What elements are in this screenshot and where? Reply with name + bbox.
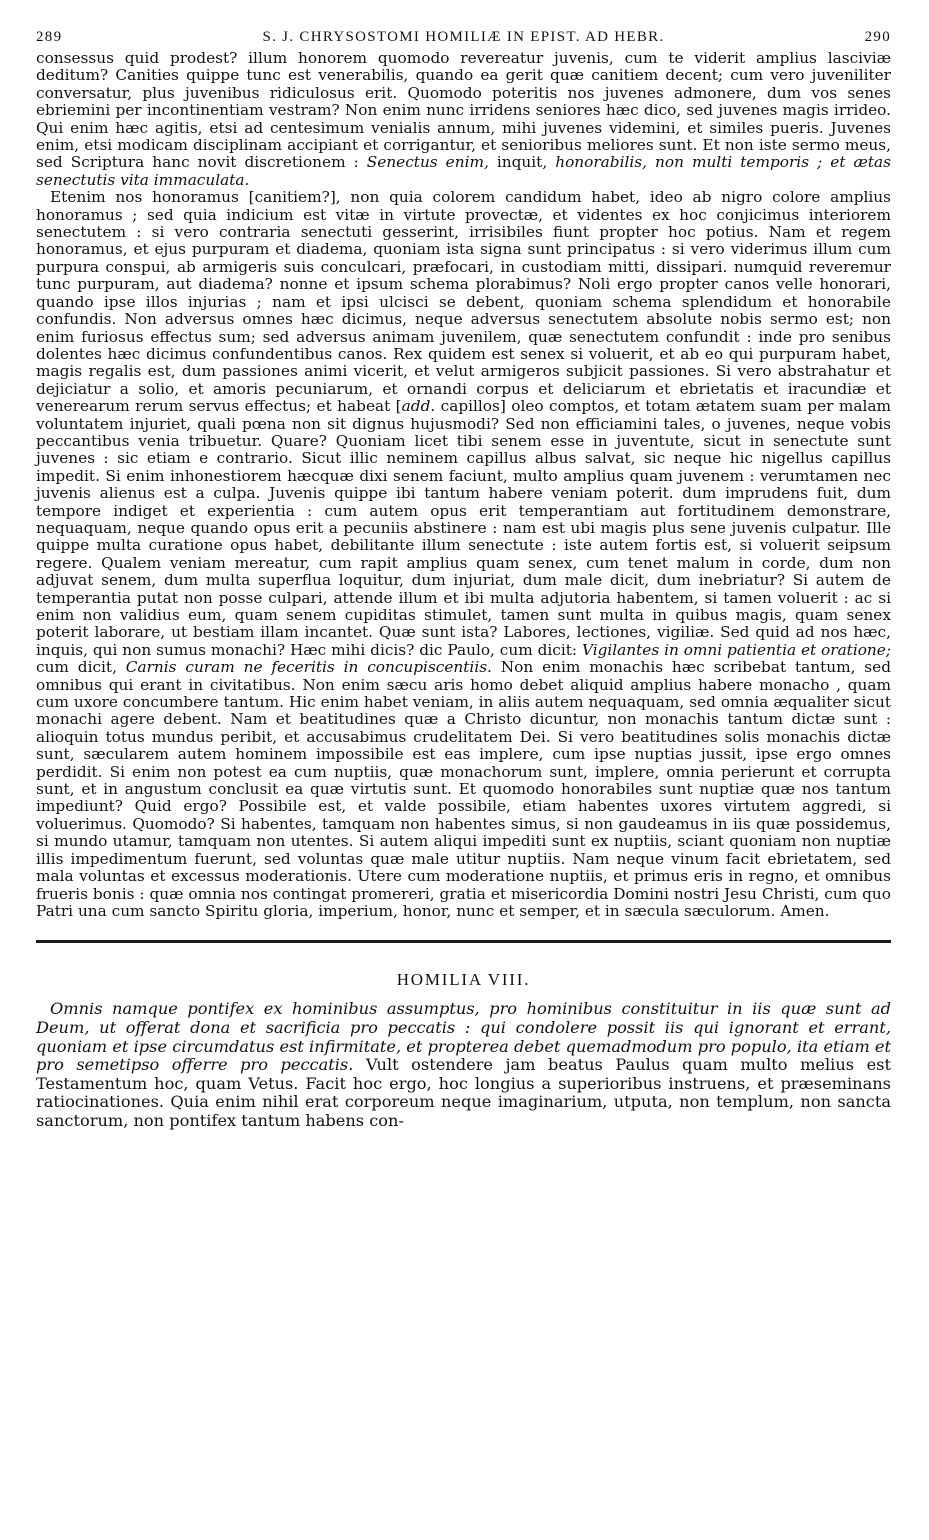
text-run: Non enim monachis hæc scribebat tantum, sed omnibus qui erant in civitatibus. Non enim sæcu aris homo debet aliquid amplius habere monacho , quam cum uxore concumbere tantum. Hic enim habet veniam, in aliis autem nequaquam, sed omnia æqualiter sicut monachi agere debent. Nam et beatitudines quæ a Christo dicuntur, non monachis tantum dictæ sunt : alioquin totus mundus peribit, et accusabimus crudelitatem Dei. Si vero beatitudines solis monachis dictæ sunt, sæcularem autem hominem impossibile est eas implere, cum ipse nuptias jussit, ipse ergo omnes perdidit. Si enim non potest ea cum nuptiis, quæ monachorum sunt, implere, omnia perierunt et corrupta sunt, et in angustum conclusit ea quæ virtutis sunt. Et quomodo honorabiles sunt nuptiæ quæ nos tantum impediunt? Quid ergo? Possibile est, et valde possibile, etiam habentes uxores virtutem aggredi, si voluerimus. Quomodo? Si habentes, tamquam non habentes simus, si non gaudeamus in iis quæ possidemus, si mundo utamur, tamquam non utentes. Si autem aliqui impediti sunt ex nuptiis, sciant quoniam non nuptiæ illis impedimentum fuerunt, sed voluntas quæ male utitur nuptiis. Nam neque vinum facit ebrietatem, sed mala voluntas et excessus moderationis. Utere cum moderatione nuptiis, et primus eris in regno, et omnibus frueris bonis : quæ omnia nos contingat promereri, gratia et misericordia Domini nostri Jesu Christi, cum quo Patri una cum sancto Spiritu gloria, imperium, honor, nunc et semper, et in sæcula sæculorum. Amen. — [36, 658, 891, 920]
section-separator — [36, 936, 891, 960]
text-run: consessus quid prodest? illum honorem quomodo revereatur juvenis, cum te viderit amplius lasciviæ deditum? Canities quippe tunc est venerabilis, quando ea gerit quæ canitiem decent; cum vero juveniliter conversatur, plus juvenibus ridiculosus erit. Quomodo poteritis nos juvenes admonere, dum vos senes ebriemini per incontinentiam vestram? Non enim nunc irridens seniores hæc dico, sed juvenes magis irrideo. Qui enim hæc agitis, etsi ad centesimum venialis annum, mihi juvenes videmini, et similes pueris. Juvenes enim, etsi modicam disciplinam accipiant et corrigantur, et senioribus meliores sunt. Et non iste sermo meus, sed Scriptura hanc novit discretionem : — [36, 49, 891, 172]
text-run: Etenim nos honoramus [canitiem?], non quia colorem candidum habet, ideo ab nigro colore amplius honoramus ; sed quia indicium est vitæ in virtute provectæ, et videntes ex hoc conjicimus interiorem senectutem : si vero contraria senectuti gesserint, irrisibiles fiunt propter hoc potius. Nam et regem honoramus, et ejus purpuram et diadema, quoniam ista signa sunt principatus : si vero viderimus illum cum purpura conspui, ab armigeris suis conculcari, præfocari, in custodiam mitti, dissipari. numquid reveremur tunc purpuram, aut diadema? nonne et ipsum schema plorabimus? Noli ergo propter canos velle honorari, quando ipse illos injurias ; nam et ipsi ulcisci se debent, quoniam schema splendidum et honorabile confundis. Non adversus omnes hæc dicimus, neque adversus senectutem absolute nobis sermo est; non enim furiosus effectus sum; sed adversus animam juvenilem, quæ senectutem confundit : inde pro senibus dolentes hæc dicimus confundentibus canos. Rex quidem est senex si voluerit, et ab eo qui purpuram habet, magis regalis est, dum passiones animi vicerit, et velut armigeros subjicit passiones. Si vero abstrahatur et dejiciatur a solio, et amoris pecuniarum, et ornandi corpus et deliciarum et ebrietatis et iracundiæ et venerearum rerum servus effectus; et habeat [ — [36, 188, 891, 416]
scripture-quote: Omnis namque pontifex ex hominibus assumptus, pro hominibus constituitur in iis quæ sunt ad Deum, ut offerat dona et sacrificia pro peccatis : qui condolere possit iis qui ignorant et errant, quoniam et ipse circumdatus est infirmitate, et propterea debet quemadmodum pro populo, ita etiam et pro semetipso offerre pro peccatis. — [36, 999, 891, 1075]
text-run: Vult ostendere jam beatus Paulus quam multo melius est Testamentum hoc, quam Vetus. Facit hoc ergo, hoc longius a superioribus instruens, et præseminans ratiocinationes. Quia enim nihil erat corporeum neque imaginarium, utputa, non templum, non sancta sanctorum, non pontifex tantum habens con- — [36, 1055, 891, 1130]
editorial-addition: add. — [401, 397, 436, 416]
text-run: inquit, — [488, 153, 556, 172]
running-head — [36, 30, 891, 50]
homily-text — [36, 1000, 891, 1130]
paragraph-2 — [36, 189, 891, 920]
homily-heading: HOMILIA VIII. — [396, 970, 531, 990]
scripture-quote: Carnis curam ne feceritis in concupiscentiis. — [125, 658, 492, 677]
paragraph-1 — [36, 50, 891, 189]
main-text — [36, 50, 891, 920]
page-number-right: 290 — [864, 29, 891, 45]
page-number-left: 289 — [36, 29, 63, 45]
text-run: cum dicit, — [36, 658, 126, 677]
scripture-quote: Vigilantes in omni patientia et oratione; — [581, 640, 891, 659]
text-run: capillos] oleo comptos, et totam ætatem suam per malam voluntatem injuriet, quali pœna non sit dignus hujusmodi? Sed non efficiamini tales, o juvenes, neque vobis peccantibus venia tribuetur. Quare? Quoniam licet tibi senem esse in juventute, sicut in senectute sunt juvenes : sic etiam e contrario. Sicut illic neminem capillus albus salvat, sic neque hic nigellus capillus impedit. Si enim inhonestiorem hæcquæ dixi senem faciunt, multo amplius quam juvenem : verumtamen nec juvenis alienus est a culpa. Juvenis quippe ibi tantum habere veniam poterit. dum imprudens fuit, dum tempore indiget et experientia : cum autem opus erit temperantiam aut fortitudinem demonstrare, nequaquam, neque quando opus erit a pecuniis abstinere : nam est ubi magis plus sene juvenis culpatur. Ille quippe multa curatione opus habet, debilitante illum senectute : iste autem fortis est, si voluerit seipsum regere. Qualem veniam mereatur, cum rapit amplius quam senex, cum tenet malum in corde, dum non adjuvat senem, dum multa superflua loquitur, dum injuriat, dum male dicit, dum inebriatur? Si autem de temperantia putat non posse culpari, attende illum et ibi multa adjutoria habentem, si tamen voluerit : ac si enim non validius eum, quam senem cupiditas stimulet, tamen sunt multa in quibus magis, quam senex poterit laborare, ut bestiam illam incantet. Quæ sunt ista? Labores, lectiones, vigiliæ. Sed quid ad nos hæc, inquis, qui non sumus monachi? Hæc mihi dicis? dic Paulo, cum dicit: — [36, 397, 891, 659]
running-title: S. J. CHRYSOSTOMI HOMILIÆ IN EPIST. AD HEBR. — [262, 29, 665, 45]
separator-rule — [36, 940, 891, 943]
scripture-quote: Senectus enim, — [366, 153, 489, 172]
scripture-quote: honorabilis, non multi temporis ; et ætas senectutis vita immaculata. — [36, 153, 891, 189]
homily-paragraph — [36, 1000, 891, 1130]
